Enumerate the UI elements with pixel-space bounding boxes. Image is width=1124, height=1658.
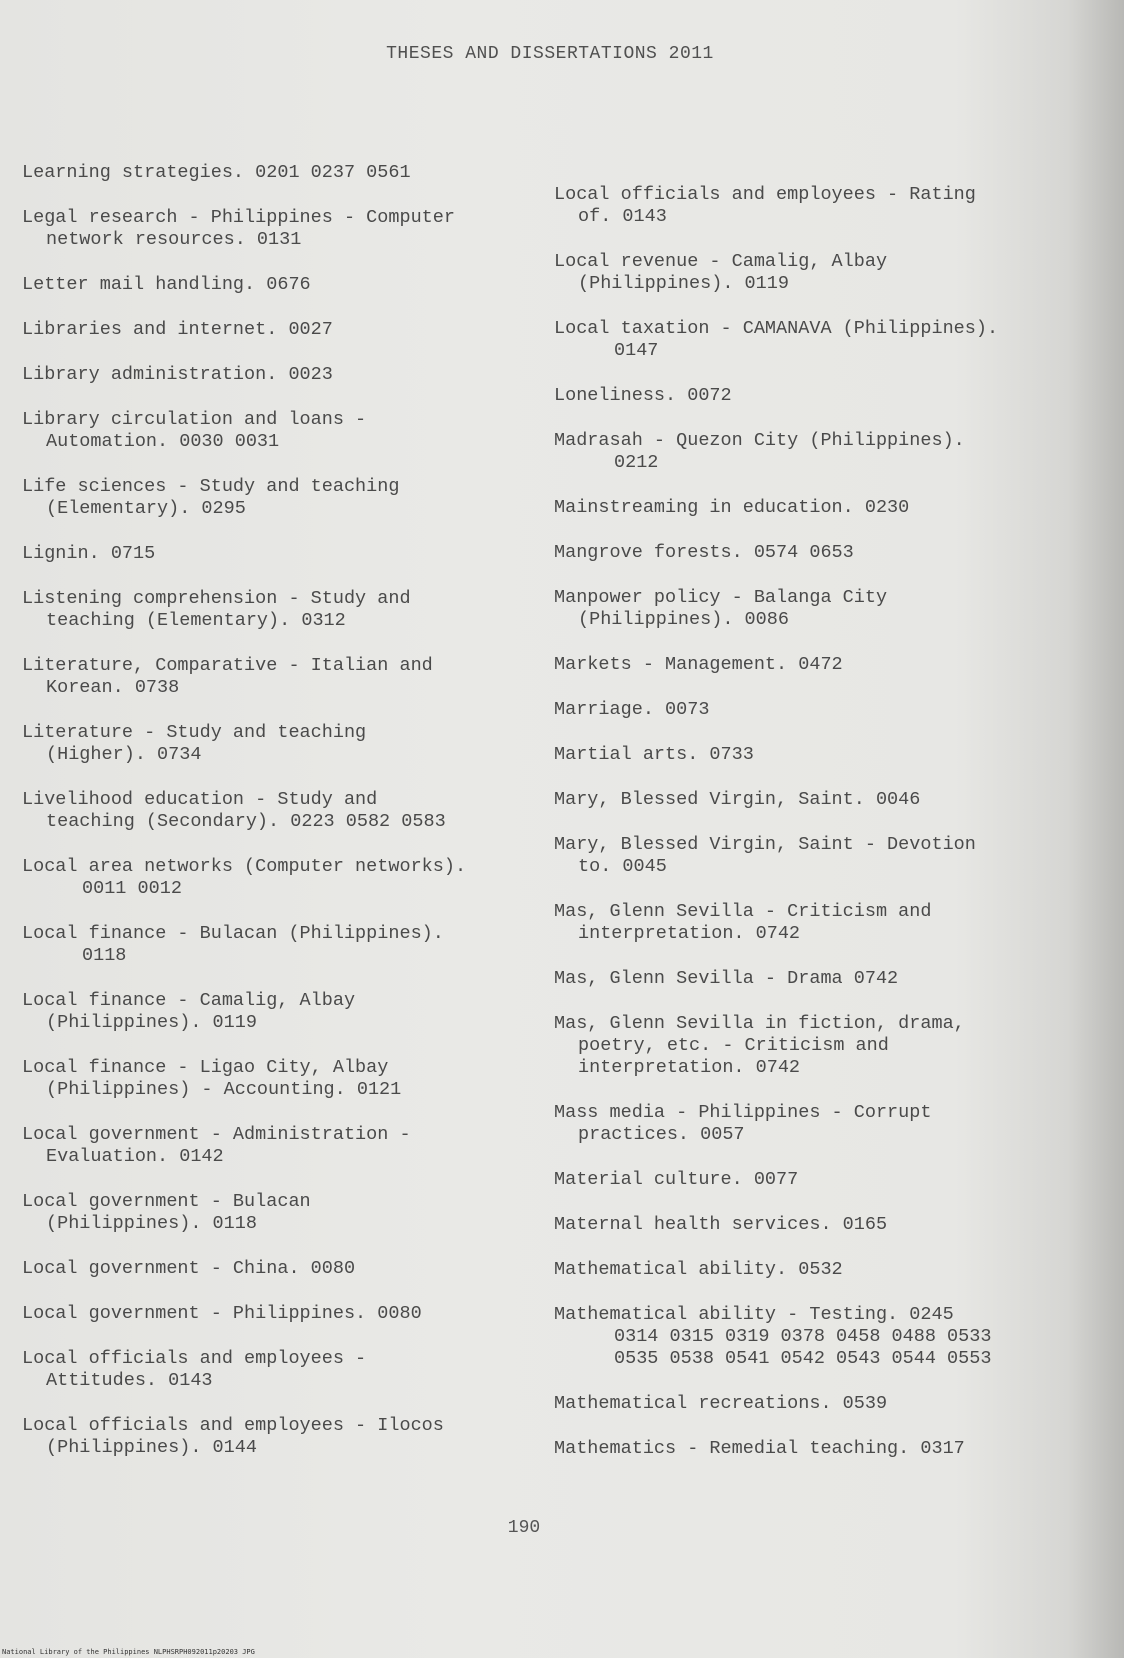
index-entry-heading: Literature, Comparative - Italian and	[22, 655, 433, 676]
index-entry-heading: Manpower policy - Balanga City	[554, 587, 888, 608]
index-entry	[22, 856, 522, 900]
index-column-right	[554, 184, 1054, 1483]
index-entry-heading: Life sciences - Study and teaching	[22, 476, 400, 497]
index-entry	[22, 1303, 522, 1325]
index-entry-continuation: Automation. 0030 0031	[46, 431, 280, 452]
index-entry	[22, 1124, 522, 1168]
index-entry-continuation: of. 0143	[578, 206, 667, 227]
index-entry	[22, 319, 522, 341]
index-entry	[554, 1438, 1054, 1460]
index-entry-continuation: 0147	[614, 340, 659, 361]
index-entry	[22, 364, 522, 386]
index-entry-heading: Local revenue - Camalig, Albay	[554, 251, 888, 272]
index-entry-heading: Libraries and internet. 0027	[22, 319, 333, 340]
index-entry	[554, 1304, 1054, 1370]
index-entry	[554, 1013, 1054, 1079]
index-entry	[22, 1191, 522, 1235]
index-entry-continuation: (Philippines). 0144	[46, 1437, 257, 1458]
index-entry	[554, 497, 1054, 519]
index-entry-continuation: to. 0045	[578, 856, 667, 877]
index-entry	[554, 901, 1054, 945]
index-entry-continuation: 0118	[82, 945, 127, 966]
index-entry-continuation: (Philippines). 0086	[578, 609, 789, 630]
index-entry-continuation: 0314 0315 0319 0378 0458 0488 0533	[614, 1326, 992, 1347]
index-entry-heading: Marriage. 0073	[554, 699, 710, 720]
index-entry	[22, 1057, 522, 1101]
index-entry-heading: Mathematical ability. 0532	[554, 1259, 843, 1280]
index-entry	[554, 1259, 1054, 1281]
index-entry-continuation: 0011 0012	[82, 878, 182, 899]
index-entry-continuation: poetry, etc. - Criticism and	[578, 1035, 889, 1056]
index-entry	[22, 274, 522, 296]
index-entry-heading: Local finance - Ligao City, Albay	[22, 1057, 389, 1078]
index-entry-heading: Mathematical recreations. 0539	[554, 1393, 888, 1414]
index-entry-heading: Listening comprehension - Study and	[22, 588, 411, 609]
index-entry-heading: Livelihood education - Study and	[22, 789, 378, 810]
index-entry	[554, 184, 1054, 228]
index-entry-heading: Mangrove forests. 0574 0653	[554, 542, 854, 563]
index-entry-heading: Local taxation - CAMANAVA (Philippines).	[554, 318, 999, 339]
index-entry-continuation: (Elementary). 0295	[46, 498, 246, 519]
index-entry-heading: Legal research - Philippines - Computer	[22, 207, 455, 228]
index-entry-continuation: 0212	[614, 452, 659, 473]
index-entry-heading: Mathematical ability - Testing. 0245	[554, 1304, 954, 1325]
index-entry-heading: Maternal health services. 0165	[554, 1214, 888, 1235]
index-entry	[22, 722, 522, 766]
index-entry	[554, 654, 1054, 676]
index-entry	[22, 1348, 522, 1392]
index-entry-heading: Local finance - Bulacan (Philippines).	[22, 923, 444, 944]
index-entry-heading: Madrasah - Quezon City (Philippines).	[554, 430, 965, 451]
index-column-left	[22, 162, 522, 1482]
page-title: THESES AND DISSERTATIONS 2011	[386, 44, 714, 64]
index-entry-heading: Literature - Study and teaching	[22, 722, 367, 743]
index-entry-heading: Local government - Bulacan	[22, 1191, 311, 1212]
index-entry-continuation: teaching (Elementary). 0312	[46, 610, 346, 631]
index-entry	[554, 430, 1054, 474]
index-entry	[22, 923, 522, 967]
index-entry-continuation: Evaluation. 0142	[46, 1146, 224, 1167]
index-entry-heading: Lignin. 0715	[22, 543, 156, 564]
index-entry	[554, 251, 1054, 295]
index-entry-continuation: (Philippines). 0119	[46, 1012, 257, 1033]
index-entry	[22, 789, 522, 833]
index-entry-continuation: (Higher). 0734	[46, 744, 202, 765]
index-entry	[22, 162, 522, 184]
index-entry-heading: Markets - Management. 0472	[554, 654, 843, 675]
index-entry-heading: Letter mail handling. 0676	[22, 274, 311, 295]
index-entry	[22, 476, 522, 520]
index-entry	[22, 588, 522, 632]
index-entry-heading: Library administration. 0023	[22, 364, 333, 385]
index-entry-heading: Local government - Philippines. 0080	[22, 1303, 422, 1324]
index-entry-heading: Mas, Glenn Sevilla - Drama 0742	[554, 968, 899, 989]
index-entry-continuation: Attitudes. 0143	[46, 1370, 213, 1391]
index-entry	[554, 587, 1054, 631]
index-entry-heading: Material culture. 0077	[554, 1169, 799, 1190]
scan-footer: National Library of the Philippines NLPHSRPH092011p20203 JPG	[2, 1648, 255, 1656]
index-entry-heading: Mass media - Philippines - Corrupt	[554, 1102, 932, 1123]
index-entry	[22, 207, 522, 251]
index-entry-heading: Mathematics - Remedial teaching. 0317	[554, 1438, 965, 1459]
index-entry-continuation: (Philippines). 0118	[46, 1213, 257, 1234]
index-entry-heading: Martial arts. 0733	[554, 744, 754, 765]
index-entry	[554, 1102, 1054, 1146]
index-entry-heading: Local officials and employees - Rating	[554, 184, 976, 205]
index-entry-heading: Mas, Glenn Sevilla in fiction, drama,	[554, 1013, 965, 1034]
index-entry	[22, 543, 522, 565]
index-entry	[22, 655, 522, 699]
index-entry	[22, 990, 522, 1034]
index-entry	[554, 744, 1054, 766]
index-entry-heading: Mainstreaming in education. 0230	[554, 497, 910, 518]
index-entry	[554, 385, 1054, 407]
index-entry	[554, 789, 1054, 811]
index-entry-heading: Learning strategies. 0201 0237 0561	[22, 162, 411, 183]
index-entry-heading: Local area networks (Computer networks).	[22, 856, 467, 877]
index-entry	[554, 1169, 1054, 1191]
index-entry-heading: Local finance - Camalig, Albay	[22, 990, 356, 1011]
index-entry-heading: Mary, Blessed Virgin, Saint - Devotion	[554, 834, 976, 855]
index-entry-heading: Local government - Administration -	[22, 1124, 411, 1145]
index-entry-heading: Local officials and employees - Ilocos	[22, 1415, 444, 1436]
index-entry-continuation: network resources. 0131	[46, 229, 302, 250]
index-entry-heading: Mas, Glenn Sevilla - Criticism and	[554, 901, 932, 922]
index-entry	[22, 409, 522, 453]
page-number: 190	[507, 1518, 541, 1538]
index-entry	[22, 1258, 522, 1280]
index-entry	[554, 318, 1054, 362]
index-entry-heading: Library circulation and loans -	[22, 409, 367, 430]
index-entry-continuation: (Philippines). 0119	[578, 273, 789, 294]
index-entry-continuation: (Philippines) - Accounting. 0121	[46, 1079, 402, 1100]
index-entry-heading: Local government - China. 0080	[22, 1258, 356, 1279]
index-entry	[554, 699, 1054, 721]
index-entry-continuation: interpretation. 0742	[578, 1057, 801, 1078]
index-entry	[554, 1214, 1054, 1236]
index-entry	[554, 542, 1054, 564]
index-entry-continuation: 0535 0538 0541 0542 0543 0544 0553	[614, 1348, 992, 1369]
index-entry-continuation: Korean. 0738	[46, 677, 180, 698]
index-entry-continuation: interpretation. 0742	[578, 923, 801, 944]
index-entry-continuation: teaching (Secondary). 0223 0582 0583	[46, 811, 446, 832]
index-entry-heading: Local officials and employees -	[22, 1348, 367, 1369]
index-entry	[554, 1393, 1054, 1415]
index-entry-heading: Mary, Blessed Virgin, Saint. 0046	[554, 789, 921, 810]
index-entry	[22, 1415, 522, 1459]
index-entry	[554, 968, 1054, 990]
index-entry-heading: Loneliness. 0072	[554, 385, 732, 406]
index-entry-continuation: practices. 0057	[578, 1124, 745, 1145]
index-entry	[554, 834, 1054, 878]
